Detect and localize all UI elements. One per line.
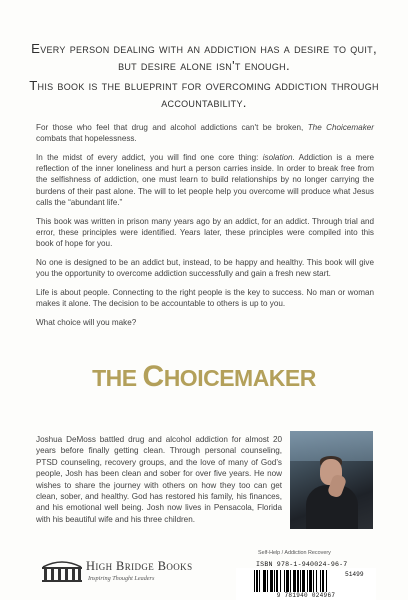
blurb-text: In the midst of every addict, you will find one core thing: [36,153,263,162]
publisher-name: High Bridge Books [86,559,193,573]
bridge-logo-icon [42,559,82,583]
emphasis-isolation: isolation [262,153,293,162]
blurb-paragraph-2 [36,152,374,208]
author-photo [290,431,373,529]
barcode-digits: 9 781940 024967 [276,592,336,599]
blurb-paragraph-4: No one is designed to be an addict but, instead, to be happy and healthy. This book will give you the opportunity to overcome addiction successfully and gain a fresh new start. [36,257,374,279]
book-title-text [92,360,316,393]
blurb-text: . Addiction is a mere reflection of the inner loneliness and hurt a person carries inside. In order to break free from the selfishness of addiction, one must learn to build relationships by no longer carrying the burdens of their past alone. The will to let people help you overcome will produce what Jesus calls the “abundant life.” [36,153,374,207]
book-title [0,360,408,394]
tagline-blueprint: This book is the blueprint for overcoming addiction through accountability. [29,78,379,110]
blurb-paragraph-5: Life is about people. Connecting to the right people is the key to success. No man or woman makes it alone. The decision to be accountable to others is up to you. [36,287,374,309]
barcode-bar [327,570,328,592]
title-initial: C [142,360,164,393]
blurb-question: What choice will you make? [36,317,137,327]
tagline-desire: Every person dealing with an addiction has a desire to quit, but desire alone isn't enough. [31,41,377,73]
isbn-label: ISBN 978-1-940024-96-7 [256,561,348,568]
publisher-block [42,557,192,591]
blurb-paragraph-3: This book was written in prison many years ago by an addict, for an addict. Through trial and error, these principles were identified. Years later, these principles were compiled into this book of hope for you. [36,216,374,249]
book-title-italic: The Choicemaker [307,123,374,132]
author-bio: Joshua DeMoss battled drug and alcohol addiction for almost 20 years before finally getting clean. Through personal counseling, PTSD counseling, recovery groups, and the love of many of God’s people, Josh has been clean and sober for over five years. He now wishes to share the journey with others on how they too can get clean, sober, and healthy. God has restored his family, his finances, and his emotional well being. Josh now lives in Pensacola, Florida with his beautiful wife and his three children. [36,435,282,524]
book-category: Self-Help / Addiction Recovery [258,550,331,556]
blurb-text: For those who feel that drug and alcohol addictions can't be broken, [36,123,308,132]
title-rest: HOICEMAKER [163,365,316,391]
blurb [36,122,374,336]
blurb-paragraph-1 [36,122,374,144]
price-code: 51499 [345,571,364,578]
publisher-tagline: Inspiring Thought Leaders [88,575,155,582]
title-the: THE [92,365,143,391]
blurb-text: combats that hopelessness. [36,134,137,144]
